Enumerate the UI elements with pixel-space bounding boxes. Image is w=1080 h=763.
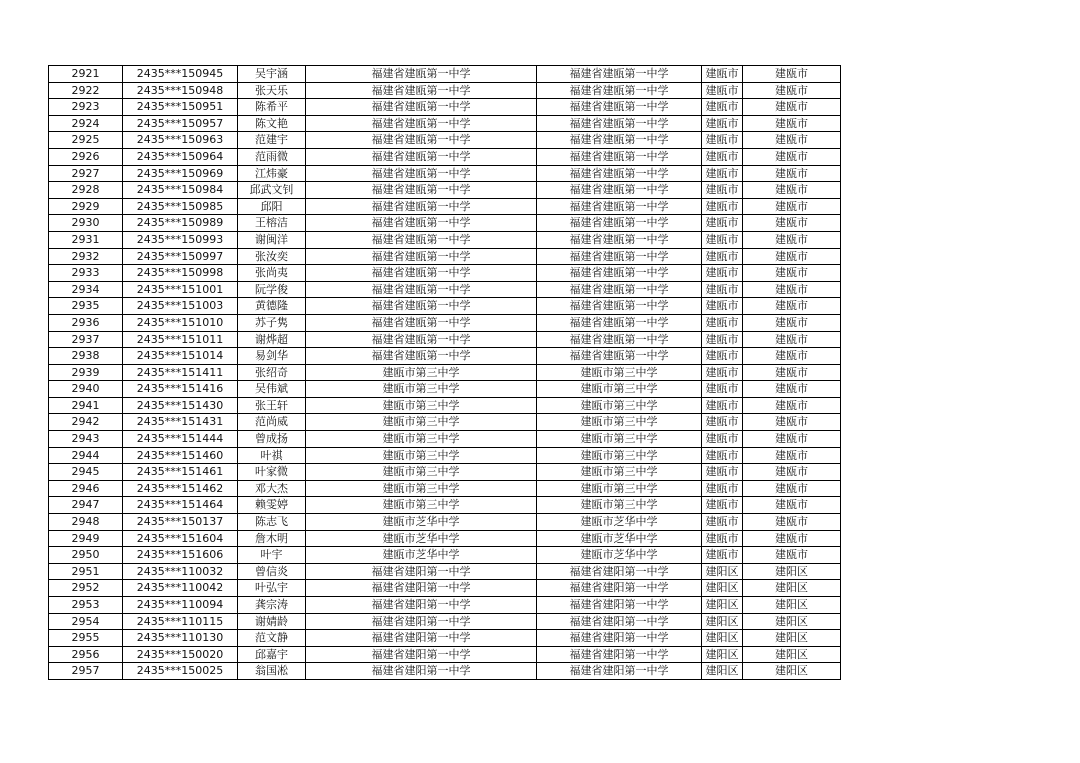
district-cell: 建瓯市 bbox=[743, 547, 841, 564]
student-name-cell: 范尚威 bbox=[238, 414, 306, 431]
district-cell: 建瓯市 bbox=[743, 314, 841, 331]
table-row bbox=[49, 663, 841, 680]
school-cell-2: 建瓯市芝华中学 bbox=[537, 514, 702, 531]
table-row bbox=[49, 248, 841, 265]
school-cell-2: 福建省建瓯第一中学 bbox=[537, 331, 702, 348]
school-cell: 福建省建瓯第一中学 bbox=[306, 348, 537, 365]
school-cell: 建瓯市芝华中学 bbox=[306, 547, 537, 564]
city-cell: 建瓯市 bbox=[702, 265, 743, 282]
seq-number-cell: 2945 bbox=[49, 464, 123, 481]
school-cell-2: 建瓯市第三中学 bbox=[537, 397, 702, 414]
seq-number-cell: 2942 bbox=[49, 414, 123, 431]
table-row bbox=[49, 132, 841, 149]
exam-id-cell: 2435***151010 bbox=[123, 314, 238, 331]
roster-body bbox=[49, 66, 841, 680]
district-cell: 建瓯市 bbox=[743, 148, 841, 165]
table-row bbox=[49, 414, 841, 431]
school-cell: 福建省建瓯第一中学 bbox=[306, 298, 537, 315]
seq-number-cell: 2943 bbox=[49, 431, 123, 448]
student-name-cell: 谢烨超 bbox=[238, 331, 306, 348]
exam-id-cell: 2435***151430 bbox=[123, 397, 238, 414]
student-name-cell: 张尚夷 bbox=[238, 265, 306, 282]
table-row bbox=[49, 431, 841, 448]
student-name-cell: 谢闽洋 bbox=[238, 231, 306, 248]
seq-number-cell: 2948 bbox=[49, 514, 123, 531]
school-cell: 福建省建瓯第一中学 bbox=[306, 165, 537, 182]
seq-number-cell: 2940 bbox=[49, 381, 123, 398]
table-row bbox=[49, 215, 841, 232]
exam-id-cell: 2435***150984 bbox=[123, 182, 238, 199]
school-cell-2: 福建省建瓯第一中学 bbox=[537, 348, 702, 365]
school-cell: 建瓯市第三中学 bbox=[306, 497, 537, 514]
school-cell: 福建省建瓯第一中学 bbox=[306, 82, 537, 99]
district-cell: 建瓯市 bbox=[743, 530, 841, 547]
table-row bbox=[49, 547, 841, 564]
student-name-cell: 范文静 bbox=[238, 630, 306, 647]
school-cell-2: 建瓯市第三中学 bbox=[537, 431, 702, 448]
city-cell: 建瓯市 bbox=[702, 182, 743, 199]
district-cell: 建瓯市 bbox=[743, 497, 841, 514]
table-row bbox=[49, 331, 841, 348]
student-name-cell: 阮学俊 bbox=[238, 281, 306, 298]
district-cell: 建瓯市 bbox=[743, 248, 841, 265]
exam-id-cell: 2435***110042 bbox=[123, 580, 238, 597]
exam-id-cell: 2435***150020 bbox=[123, 646, 238, 663]
school-cell: 福建省建阳第一中学 bbox=[306, 663, 537, 680]
school-cell-2: 福建省建瓯第一中学 bbox=[537, 66, 702, 83]
city-cell: 建瓯市 bbox=[702, 99, 743, 116]
seq-number-cell: 2941 bbox=[49, 397, 123, 414]
table-row bbox=[49, 497, 841, 514]
district-cell: 建阳区 bbox=[743, 563, 841, 580]
district-cell: 建阳区 bbox=[743, 580, 841, 597]
exam-id-cell: 2435***150989 bbox=[123, 215, 238, 232]
city-cell: 建瓯市 bbox=[702, 514, 743, 531]
student-name-cell: 黄德隆 bbox=[238, 298, 306, 315]
district-cell: 建瓯市 bbox=[743, 414, 841, 431]
school-cell-2: 福建省建瓯第一中学 bbox=[537, 182, 702, 199]
seq-number-cell: 2951 bbox=[49, 563, 123, 580]
student-name-cell: 邱武文钊 bbox=[238, 182, 306, 199]
school-cell-2: 建瓯市第三中学 bbox=[537, 447, 702, 464]
seq-number-cell: 2923 bbox=[49, 99, 123, 116]
school-cell: 建瓯市芝华中学 bbox=[306, 530, 537, 547]
student-name-cell: 邓大杰 bbox=[238, 480, 306, 497]
student-name-cell: 张王轩 bbox=[238, 397, 306, 414]
seq-number-cell: 2952 bbox=[49, 580, 123, 597]
student-name-cell: 范建宇 bbox=[238, 132, 306, 149]
city-cell: 建瓯市 bbox=[702, 381, 743, 398]
seq-number-cell: 2956 bbox=[49, 646, 123, 663]
city-cell: 建阳区 bbox=[702, 613, 743, 630]
district-cell: 建瓯市 bbox=[743, 265, 841, 282]
exam-id-cell: 2435***151416 bbox=[123, 381, 238, 398]
seq-number-cell: 2954 bbox=[49, 613, 123, 630]
city-cell: 建瓯市 bbox=[702, 132, 743, 149]
city-cell: 建阳区 bbox=[702, 663, 743, 680]
school-cell-2: 福建省建瓯第一中学 bbox=[537, 165, 702, 182]
table-row bbox=[49, 646, 841, 663]
student-name-cell: 龚宗涛 bbox=[238, 597, 306, 614]
district-cell: 建瓯市 bbox=[743, 132, 841, 149]
city-cell: 建瓯市 bbox=[702, 547, 743, 564]
school-cell-2: 福建省建瓯第一中学 bbox=[537, 198, 702, 215]
school-cell: 建瓯市芝华中学 bbox=[306, 514, 537, 531]
school-cell: 福建省建瓯第一中学 bbox=[306, 148, 537, 165]
student-name-cell: 陈希平 bbox=[238, 99, 306, 116]
table-row bbox=[49, 514, 841, 531]
exam-id-cell: 2435***150963 bbox=[123, 132, 238, 149]
table-row bbox=[49, 231, 841, 248]
school-cell-2: 福建省建阳第一中学 bbox=[537, 580, 702, 597]
exam-id-cell: 2435***110130 bbox=[123, 630, 238, 647]
district-cell: 建阳区 bbox=[743, 646, 841, 663]
student-name-cell: 张绍奇 bbox=[238, 364, 306, 381]
seq-number-cell: 2925 bbox=[49, 132, 123, 149]
city-cell: 建阳区 bbox=[702, 563, 743, 580]
seq-number-cell: 2926 bbox=[49, 148, 123, 165]
seq-number-cell: 2955 bbox=[49, 630, 123, 647]
city-cell: 建瓯市 bbox=[702, 364, 743, 381]
district-cell: 建瓯市 bbox=[743, 431, 841, 448]
seq-number-cell: 2938 bbox=[49, 348, 123, 365]
city-cell: 建瓯市 bbox=[702, 447, 743, 464]
exam-id-cell: 2435***151464 bbox=[123, 497, 238, 514]
student-name-cell: 曾成扬 bbox=[238, 431, 306, 448]
city-cell: 建阳区 bbox=[702, 580, 743, 597]
table-row bbox=[49, 630, 841, 647]
district-cell: 建瓯市 bbox=[743, 298, 841, 315]
seq-number-cell: 2937 bbox=[49, 331, 123, 348]
table-row bbox=[49, 314, 841, 331]
table-row bbox=[49, 148, 841, 165]
student-name-cell: 叶宇 bbox=[238, 547, 306, 564]
table-row bbox=[49, 348, 841, 365]
student-name-cell: 易剑华 bbox=[238, 348, 306, 365]
student-name-cell: 张天乐 bbox=[238, 82, 306, 99]
district-cell: 建瓯市 bbox=[743, 281, 841, 298]
district-cell: 建瓯市 bbox=[743, 364, 841, 381]
school-cell-2: 福建省建瓯第一中学 bbox=[537, 231, 702, 248]
exam-id-cell: 2435***150993 bbox=[123, 231, 238, 248]
city-cell: 建瓯市 bbox=[702, 115, 743, 132]
district-cell: 建瓯市 bbox=[743, 464, 841, 481]
exam-id-cell: 2435***151462 bbox=[123, 480, 238, 497]
seq-number-cell: 2953 bbox=[49, 597, 123, 614]
city-cell: 建阳区 bbox=[702, 646, 743, 663]
school-cell-2: 福建省建瓯第一中学 bbox=[537, 132, 702, 149]
exam-id-cell: 2435***151001 bbox=[123, 281, 238, 298]
district-cell: 建瓯市 bbox=[743, 198, 841, 215]
school-cell: 福建省建瓯第一中学 bbox=[306, 132, 537, 149]
city-cell: 建瓯市 bbox=[702, 464, 743, 481]
table-row bbox=[49, 66, 841, 83]
seq-number-cell: 2950 bbox=[49, 547, 123, 564]
exam-id-cell: 2435***150964 bbox=[123, 148, 238, 165]
city-cell: 建瓯市 bbox=[702, 231, 743, 248]
district-cell: 建瓯市 bbox=[743, 165, 841, 182]
district-cell: 建瓯市 bbox=[743, 397, 841, 414]
school-cell-2: 福建省建阳第一中学 bbox=[537, 613, 702, 630]
school-cell: 建瓯市第三中学 bbox=[306, 464, 537, 481]
school-cell: 福建省建瓯第一中学 bbox=[306, 66, 537, 83]
seq-number-cell: 2932 bbox=[49, 248, 123, 265]
school-cell: 建瓯市第三中学 bbox=[306, 414, 537, 431]
seq-number-cell: 2933 bbox=[49, 265, 123, 282]
city-cell: 建瓯市 bbox=[702, 215, 743, 232]
table-row bbox=[49, 115, 841, 132]
table-row bbox=[49, 464, 841, 481]
seq-number-cell: 2947 bbox=[49, 497, 123, 514]
district-cell: 建瓯市 bbox=[743, 447, 841, 464]
school-cell: 建瓯市第三中学 bbox=[306, 431, 537, 448]
school-cell-2: 福建省建阳第一中学 bbox=[537, 663, 702, 680]
table-row bbox=[49, 99, 841, 116]
school-cell: 建瓯市第三中学 bbox=[306, 447, 537, 464]
district-cell: 建瓯市 bbox=[743, 66, 841, 83]
seq-number-cell: 2922 bbox=[49, 82, 123, 99]
table-row bbox=[49, 381, 841, 398]
school-cell: 福建省建阳第一中学 bbox=[306, 563, 537, 580]
exam-id-cell: 2435***150957 bbox=[123, 115, 238, 132]
exam-id-cell: 2435***151444 bbox=[123, 431, 238, 448]
exam-id-cell: 2435***151014 bbox=[123, 348, 238, 365]
seq-number-cell: 2931 bbox=[49, 231, 123, 248]
exam-id-cell: 2435***150137 bbox=[123, 514, 238, 531]
city-cell: 建阳区 bbox=[702, 597, 743, 614]
school-cell: 福建省建阳第一中学 bbox=[306, 613, 537, 630]
school-cell: 福建省建瓯第一中学 bbox=[306, 265, 537, 282]
district-cell: 建瓯市 bbox=[743, 231, 841, 248]
table-row bbox=[49, 281, 841, 298]
school-cell-2: 福建省建瓯第一中学 bbox=[537, 148, 702, 165]
table-row bbox=[49, 198, 841, 215]
student-name-cell: 吴伟斌 bbox=[238, 381, 306, 398]
student-name-cell: 江炜豪 bbox=[238, 165, 306, 182]
seq-number-cell: 2930 bbox=[49, 215, 123, 232]
student-name-cell: 范雨微 bbox=[238, 148, 306, 165]
district-cell: 建瓯市 bbox=[743, 331, 841, 348]
district-cell: 建瓯市 bbox=[743, 182, 841, 199]
school-cell: 福建省建瓯第一中学 bbox=[306, 115, 537, 132]
exam-id-cell: 2435***150945 bbox=[123, 66, 238, 83]
table-row bbox=[49, 265, 841, 282]
table-row bbox=[49, 298, 841, 315]
city-cell: 建瓯市 bbox=[702, 66, 743, 83]
seq-number-cell: 2924 bbox=[49, 115, 123, 132]
student-name-cell: 邱嘉宇 bbox=[238, 646, 306, 663]
seq-number-cell: 2928 bbox=[49, 182, 123, 199]
school-cell: 建瓯市第三中学 bbox=[306, 397, 537, 414]
school-cell: 福建省建瓯第一中学 bbox=[306, 182, 537, 199]
school-cell: 福建省建阳第一中学 bbox=[306, 597, 537, 614]
table-row bbox=[49, 364, 841, 381]
table-row bbox=[49, 597, 841, 614]
school-cell: 建瓯市第三中学 bbox=[306, 381, 537, 398]
school-cell: 福建省建阳第一中学 bbox=[306, 630, 537, 647]
student-name-cell: 叶祺 bbox=[238, 447, 306, 464]
student-name-cell: 吴宇涵 bbox=[238, 66, 306, 83]
exam-id-cell: 2435***150025 bbox=[123, 663, 238, 680]
district-cell: 建阳区 bbox=[743, 630, 841, 647]
table-row bbox=[49, 82, 841, 99]
table-row bbox=[49, 182, 841, 199]
school-cell: 福建省建瓯第一中学 bbox=[306, 99, 537, 116]
city-cell: 建瓯市 bbox=[702, 530, 743, 547]
student-name-cell: 陈志飞 bbox=[238, 514, 306, 531]
district-cell: 建阳区 bbox=[743, 613, 841, 630]
city-cell: 建瓯市 bbox=[702, 431, 743, 448]
seq-number-cell: 2957 bbox=[49, 663, 123, 680]
city-cell: 建瓯市 bbox=[702, 82, 743, 99]
seq-number-cell: 2935 bbox=[49, 298, 123, 315]
school-cell-2: 建瓯市芝华中学 bbox=[537, 530, 702, 547]
city-cell: 建瓯市 bbox=[702, 314, 743, 331]
seq-number-cell: 2927 bbox=[49, 165, 123, 182]
district-cell: 建瓯市 bbox=[743, 99, 841, 116]
city-cell: 建瓯市 bbox=[702, 281, 743, 298]
school-cell-2: 福建省建阳第一中学 bbox=[537, 646, 702, 663]
school-cell: 福建省建瓯第一中学 bbox=[306, 198, 537, 215]
school-cell-2: 建瓯市第三中学 bbox=[537, 480, 702, 497]
school-cell-2: 福建省建瓯第一中学 bbox=[537, 265, 702, 282]
city-cell: 建瓯市 bbox=[702, 497, 743, 514]
exam-id-cell: 2435***110115 bbox=[123, 613, 238, 630]
school-cell-2: 福建省建阳第一中学 bbox=[537, 597, 702, 614]
district-cell: 建瓯市 bbox=[743, 514, 841, 531]
city-cell: 建瓯市 bbox=[702, 397, 743, 414]
school-cell: 福建省建瓯第一中学 bbox=[306, 331, 537, 348]
district-cell: 建阳区 bbox=[743, 597, 841, 614]
student-name-cell: 曾信炎 bbox=[238, 563, 306, 580]
school-cell-2: 福建省建瓯第一中学 bbox=[537, 248, 702, 265]
student-name-cell: 赖雯婷 bbox=[238, 497, 306, 514]
city-cell: 建瓯市 bbox=[702, 331, 743, 348]
seq-number-cell: 2934 bbox=[49, 281, 123, 298]
exam-id-cell: 2435***150985 bbox=[123, 198, 238, 215]
seq-number-cell: 2946 bbox=[49, 480, 123, 497]
exam-id-cell: 2435***150951 bbox=[123, 99, 238, 116]
school-cell-2: 福建省建瓯第一中学 bbox=[537, 215, 702, 232]
school-cell: 福建省建阳第一中学 bbox=[306, 580, 537, 597]
student-name-cell: 叶弘宇 bbox=[238, 580, 306, 597]
city-cell: 建瓯市 bbox=[702, 298, 743, 315]
district-cell: 建瓯市 bbox=[743, 480, 841, 497]
seq-number-cell: 2936 bbox=[49, 314, 123, 331]
school-cell-2: 福建省建瓯第一中学 bbox=[537, 298, 702, 315]
exam-id-cell: 2435***151011 bbox=[123, 331, 238, 348]
student-name-cell: 邱阳 bbox=[238, 198, 306, 215]
seq-number-cell: 2944 bbox=[49, 447, 123, 464]
exam-id-cell: 2435***151411 bbox=[123, 364, 238, 381]
table-row bbox=[49, 580, 841, 597]
school-cell-2: 福建省建阳第一中学 bbox=[537, 630, 702, 647]
city-cell: 建瓯市 bbox=[702, 480, 743, 497]
exam-id-cell: 2435***150997 bbox=[123, 248, 238, 265]
school-cell-2: 建瓯市第三中学 bbox=[537, 414, 702, 431]
school-cell: 福建省建瓯第一中学 bbox=[306, 281, 537, 298]
school-cell: 福建省建阳第一中学 bbox=[306, 646, 537, 663]
school-cell: 福建省建瓯第一中学 bbox=[306, 248, 537, 265]
city-cell: 建瓯市 bbox=[702, 348, 743, 365]
district-cell: 建瓯市 bbox=[743, 215, 841, 232]
school-cell-2: 福建省建瓯第一中学 bbox=[537, 115, 702, 132]
school-cell: 福建省建瓯第一中学 bbox=[306, 215, 537, 232]
seq-number-cell: 2921 bbox=[49, 66, 123, 83]
student-name-cell: 翁国凇 bbox=[238, 663, 306, 680]
table-row bbox=[49, 397, 841, 414]
exam-id-cell: 2435***151431 bbox=[123, 414, 238, 431]
school-cell-2: 建瓯市第三中学 bbox=[537, 464, 702, 481]
table-row bbox=[49, 480, 841, 497]
city-cell: 建瓯市 bbox=[702, 165, 743, 182]
exam-id-cell: 2435***150998 bbox=[123, 265, 238, 282]
school-cell-2: 福建省建阳第一中学 bbox=[537, 563, 702, 580]
district-cell: 建阳区 bbox=[743, 663, 841, 680]
exam-id-cell: 2435***151461 bbox=[123, 464, 238, 481]
school-cell-2: 福建省建瓯第一中学 bbox=[537, 314, 702, 331]
district-cell: 建瓯市 bbox=[743, 381, 841, 398]
school-cell-2: 建瓯市第三中学 bbox=[537, 381, 702, 398]
exam-id-cell: 2435***150948 bbox=[123, 82, 238, 99]
student-name-cell: 詹木明 bbox=[238, 530, 306, 547]
student-name-cell: 谢婧龄 bbox=[238, 613, 306, 630]
exam-id-cell: 2435***151003 bbox=[123, 298, 238, 315]
school-cell-2: 建瓯市芝华中学 bbox=[537, 547, 702, 564]
student-name-cell: 苏子隽 bbox=[238, 314, 306, 331]
school-cell-2: 福建省建瓯第一中学 bbox=[537, 281, 702, 298]
exam-id-cell: 2435***151604 bbox=[123, 530, 238, 547]
student-name-cell: 陈文艳 bbox=[238, 115, 306, 132]
student-name-cell: 张汝奕 bbox=[238, 248, 306, 265]
school-cell-2: 建瓯市第三中学 bbox=[537, 364, 702, 381]
table-row bbox=[49, 447, 841, 464]
school-cell-2: 福建省建瓯第一中学 bbox=[537, 82, 702, 99]
table-row bbox=[49, 530, 841, 547]
district-cell: 建瓯市 bbox=[743, 82, 841, 99]
school-cell-2: 福建省建瓯第一中学 bbox=[537, 99, 702, 116]
city-cell: 建瓯市 bbox=[702, 148, 743, 165]
student-name-cell: 王榕洁 bbox=[238, 215, 306, 232]
city-cell: 建瓯市 bbox=[702, 198, 743, 215]
table-row bbox=[49, 563, 841, 580]
district-cell: 建瓯市 bbox=[743, 348, 841, 365]
student-name-cell: 叶家微 bbox=[238, 464, 306, 481]
school-cell: 建瓯市第三中学 bbox=[306, 480, 537, 497]
seq-number-cell: 2929 bbox=[49, 198, 123, 215]
school-cell: 福建省建瓯第一中学 bbox=[306, 314, 537, 331]
table-row bbox=[49, 613, 841, 630]
city-cell: 建瓯市 bbox=[702, 248, 743, 265]
district-cell: 建瓯市 bbox=[743, 115, 841, 132]
exam-id-cell: 2435***151606 bbox=[123, 547, 238, 564]
exam-id-cell: 2435***151460 bbox=[123, 447, 238, 464]
exam-id-cell: 2435***110094 bbox=[123, 597, 238, 614]
table-row bbox=[49, 165, 841, 182]
city-cell: 建瓯市 bbox=[702, 414, 743, 431]
school-cell: 建瓯市第三中学 bbox=[306, 364, 537, 381]
school-cell-2: 建瓯市第三中学 bbox=[537, 497, 702, 514]
city-cell: 建阳区 bbox=[702, 630, 743, 647]
exam-id-cell: 2435***150969 bbox=[123, 165, 238, 182]
seq-number-cell: 2949 bbox=[49, 530, 123, 547]
school-cell: 福建省建瓯第一中学 bbox=[306, 231, 537, 248]
roster-table bbox=[48, 65, 841, 680]
seq-number-cell: 2939 bbox=[49, 364, 123, 381]
exam-id-cell: 2435***110032 bbox=[123, 563, 238, 580]
